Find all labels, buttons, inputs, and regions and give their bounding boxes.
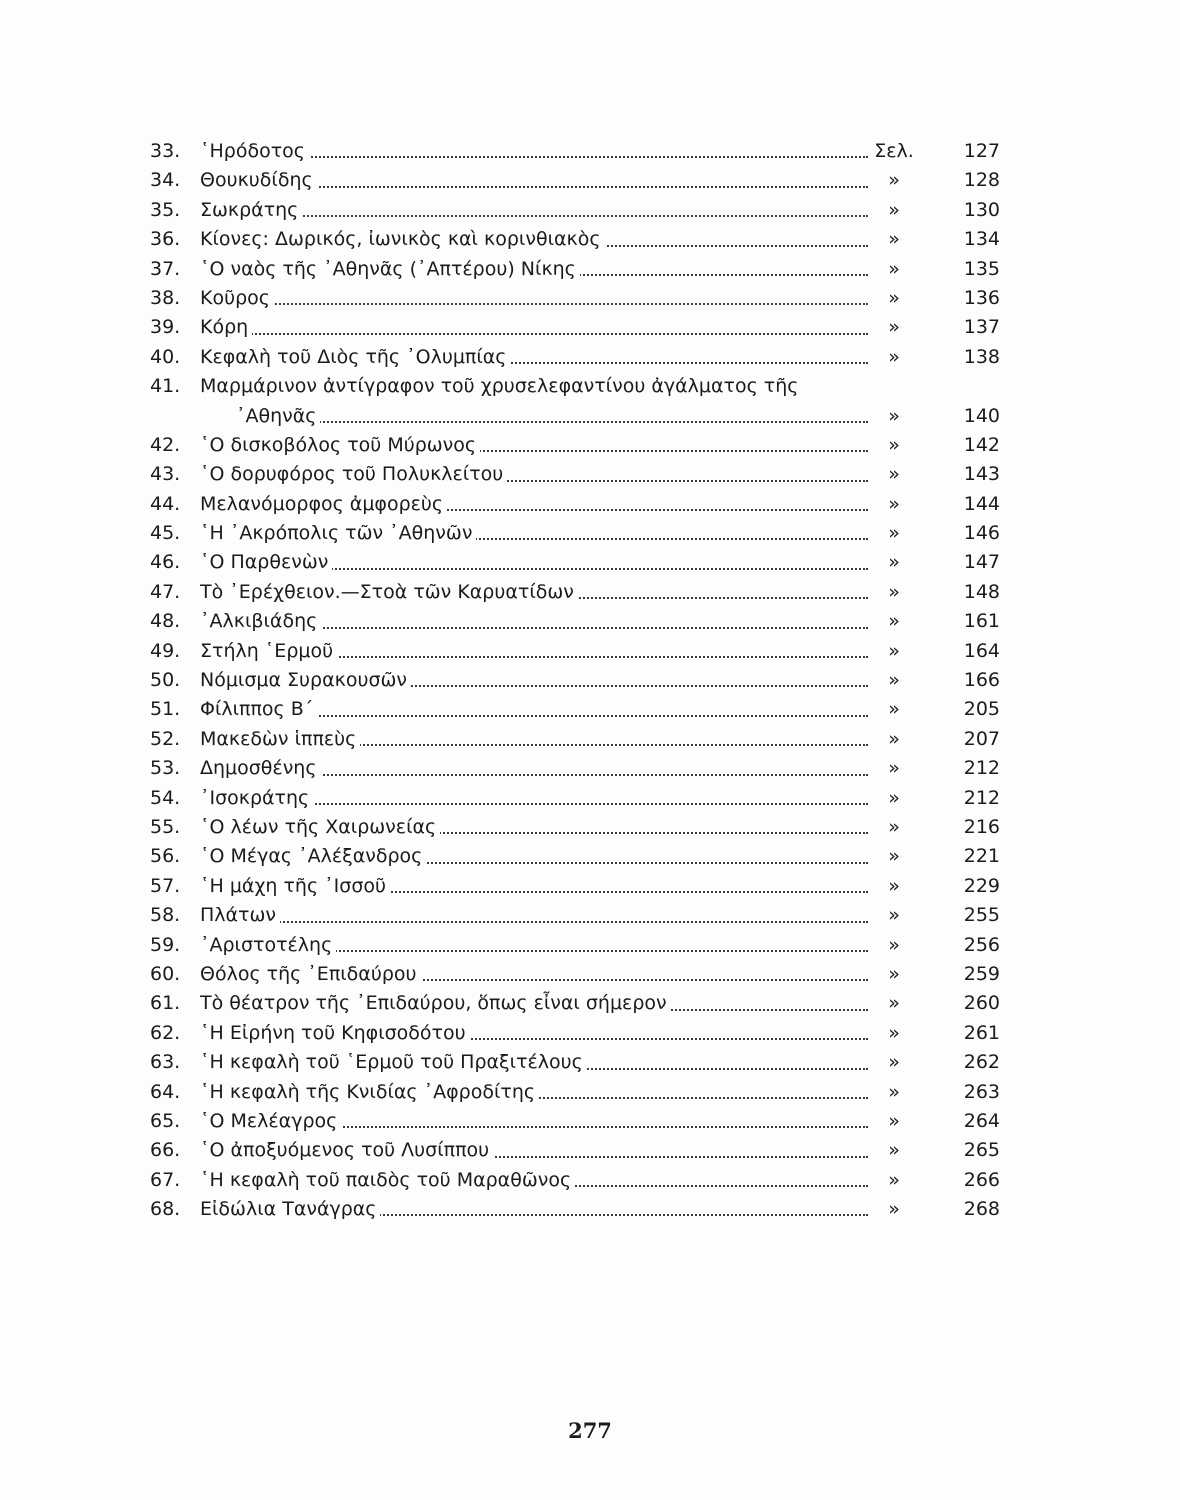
- toc-entry-page: 229: [963, 874, 1000, 897]
- toc-entry-page: 146: [963, 522, 1000, 545]
- toc-entry-page: 263: [963, 1080, 1000, 1103]
- toc-row: [150, 402, 1000, 431]
- toc-entry-ditto-mark: »: [888, 1080, 900, 1103]
- toc-entry-ditto-mark: »: [888, 404, 900, 427]
- toc-row: [150, 255, 1000, 284]
- toc-entry-title-leader: [200, 196, 868, 225]
- toc-row: [150, 607, 1000, 636]
- toc-entry-number: 68.: [150, 1198, 181, 1221]
- toc-entry-title: ῾Ο Μελέαγρος: [200, 1110, 341, 1132]
- toc-entry-title: Μαρμάρινον ἀντίγραφον τοῦ χρυσελεφαντίνου ἀγάλματος τῆς: [200, 375, 802, 397]
- toc-row: [150, 490, 1000, 519]
- toc-entry-title-leader: [200, 1166, 868, 1195]
- toc-row: [150, 1166, 1000, 1195]
- toc-entry-title: ῾Η ᾽Ακρόπολις τῶν ᾽Αθηνῶν: [200, 522, 476, 544]
- toc-entry-page: 143: [963, 463, 1000, 486]
- toc-entry-page: 161: [963, 610, 1000, 633]
- toc-entry-number: 55.: [150, 815, 181, 838]
- toc-entry-page: 260: [963, 992, 1000, 1015]
- toc-entry-page: 259: [963, 962, 1000, 985]
- toc-row: [150, 960, 1000, 989]
- toc-entry-title-leader: [200, 1078, 868, 1107]
- toc-entry-title-leader: [200, 460, 868, 489]
- toc-entry-number: 59.: [150, 933, 181, 956]
- toc-entry-title-leader: [200, 695, 868, 724]
- toc-entry-title: Κοῦρος: [200, 287, 274, 309]
- toc-row: [150, 431, 1000, 460]
- toc-entry-ditto-mark: »: [888, 757, 900, 780]
- toc-row: [150, 225, 1000, 254]
- toc-entry-title-leader: [200, 519, 868, 548]
- toc-entry-title: Θόλος τῆς ᾽Επιδαύρου: [200, 963, 421, 985]
- toc-entry-page: 205: [963, 698, 1000, 721]
- toc-entry-page: 164: [963, 639, 1000, 662]
- toc-entry-ditto-mark: »: [888, 815, 900, 838]
- toc-entry-page: 144: [963, 492, 1000, 515]
- toc-entry-title-leader: [200, 1048, 868, 1077]
- toc-entry-title: Κόρη: [200, 316, 252, 338]
- toc-entry-number: 47.: [150, 580, 181, 603]
- toc-entry-page: 268: [963, 1198, 1000, 1221]
- toc-entry-page: 128: [963, 169, 1000, 192]
- toc-entry-title: Μακεδὼν ἱππεὺς: [200, 728, 360, 750]
- toc-entry-ditto-mark: »: [888, 786, 900, 809]
- toc-entry-page: 207: [963, 727, 1000, 750]
- toc-entry-title: ᾽Αθηνᾶς: [236, 405, 320, 427]
- toc-entry-ditto-mark: »: [888, 1139, 900, 1162]
- toc-entry-page: 221: [963, 845, 1000, 868]
- toc-entry-title-leader: [200, 137, 868, 166]
- toc-entry-ditto-mark: »: [888, 522, 900, 545]
- toc-entry-title-leader: [200, 1019, 868, 1048]
- toc-entry-title-leader: [200, 372, 1000, 401]
- toc-entry-ditto-mark: »: [888, 316, 900, 339]
- toc-entry-page: 262: [963, 1051, 1000, 1074]
- toc-entry-title: Τὸ θέατρον τῆς ᾽Επιδαύρου, ὅπως εἶναι σήμερον: [200, 992, 671, 1014]
- toc-entry-title-leader: [200, 872, 868, 901]
- toc-row: [150, 695, 1000, 724]
- toc-entry-number: 50.: [150, 669, 181, 692]
- toc-row: [150, 872, 1000, 901]
- toc-entry-ditto-mark: »: [888, 992, 900, 1015]
- toc-row: [150, 1107, 1000, 1136]
- toc-entry-title-leader: [200, 989, 868, 1018]
- toc-entry-number: 54.: [150, 786, 181, 809]
- toc-entry-page: 127: [963, 140, 1000, 162]
- toc-entry-page: 148: [963, 580, 1000, 603]
- toc-entry-title-leader: [200, 1107, 868, 1136]
- toc-row: [150, 637, 1000, 666]
- toc-entry-title-leader: [200, 666, 868, 695]
- toc-entry-title: Τὸ ᾽Ερέχθειον.—Στοὰ τῶν Καρυατίδων: [200, 581, 578, 603]
- toc-entry-ditto-mark: »: [888, 551, 900, 574]
- toc-entry-title: ῾Η Εἰρήνη τοῦ Κηφισοδότου: [200, 1022, 470, 1044]
- toc-entry-page: 142: [963, 433, 1000, 456]
- toc-entry-title-leader: [200, 490, 868, 519]
- toc-entry-number: 67.: [150, 1168, 181, 1191]
- toc-entry-ditto-mark: »: [888, 669, 900, 692]
- toc-row: [150, 313, 1000, 342]
- toc-entry-number: 33.: [150, 140, 181, 162]
- toc-entry-title: Θουκυδίδης: [200, 169, 317, 191]
- toc-entry-title: ῾Η κεφαλὴ τοῦ παιδὸς τοῦ Μαραθῶνος: [200, 1169, 575, 1191]
- toc-row: [150, 989, 1000, 1018]
- toc-row: [150, 1136, 1000, 1165]
- toc-entry-number: 53.: [150, 757, 181, 780]
- toc-entry-page: 130: [963, 198, 1000, 221]
- toc-entry-page: 212: [963, 786, 1000, 809]
- toc-row: [150, 578, 1000, 607]
- toc-entry-ditto-mark: »: [888, 1021, 900, 1044]
- toc-entry-title: Στήλη ῾Ερμοῦ: [200, 640, 337, 662]
- toc-entry-ditto-mark: »: [888, 727, 900, 750]
- toc-entry-number: 61.: [150, 992, 181, 1015]
- toc-entry-number: 56.: [150, 845, 181, 868]
- toc-entry-title-leader: [200, 813, 868, 842]
- toc-entry-title: Δημοσθένης: [200, 757, 321, 779]
- toc-entry-number: 43.: [150, 463, 181, 486]
- toc-entry-number: 66.: [150, 1139, 181, 1162]
- toc-entry-number: 42.: [150, 433, 181, 456]
- toc-entry-page: 135: [963, 257, 1000, 280]
- toc-row: [150, 548, 1000, 577]
- toc-entry-title: Κεφαλὴ τοῦ Διὸς τῆς ᾽Ολυμπίας: [200, 346, 510, 368]
- toc-entry-page: 261: [963, 1021, 1000, 1044]
- toc-entry-ditto-mark: »: [888, 1109, 900, 1132]
- toc-entry-title: Σωκράτης: [200, 199, 302, 221]
- toc-entry-number: 64.: [150, 1080, 181, 1103]
- toc-row: [150, 460, 1000, 489]
- toc-entry-number: 58.: [150, 904, 181, 927]
- toc-entry-title-leader: [200, 313, 868, 342]
- toc-entry-ditto-mark: »: [888, 1051, 900, 1074]
- toc-entry-number: 37.: [150, 257, 181, 280]
- toc-entry-title-leader: [200, 842, 868, 871]
- toc-entry-number: 51.: [150, 698, 181, 721]
- toc-entry-title-leader: [200, 166, 868, 195]
- toc-entry-ditto-mark: »: [888, 610, 900, 633]
- toc-entry-ditto-mark: »: [888, 198, 900, 221]
- toc-entry-page: 137: [963, 316, 1000, 339]
- toc-entry-page: 147: [963, 551, 1000, 574]
- toc-entry-ditto-mark: »: [888, 169, 900, 192]
- toc-entry-ditto-mark: »: [888, 257, 900, 280]
- toc-entry-title-leader: [200, 1195, 868, 1224]
- toc-row: [150, 519, 1000, 548]
- toc-entry-title-leader: [200, 725, 868, 754]
- toc-entry-title: Μελανόμορφος ἀμφορεὺς: [200, 493, 447, 515]
- toc-entry-page: 212: [963, 757, 1000, 780]
- toc-row: [150, 196, 1000, 225]
- toc-entry-page: 264: [963, 1109, 1000, 1132]
- toc-entry-number: 60.: [150, 962, 181, 985]
- toc-entry-page: 166: [963, 669, 1000, 692]
- table-of-contents: [150, 137, 1000, 1224]
- toc-entry-number: 46.: [150, 551, 181, 574]
- toc-entry-page: 136: [963, 286, 1000, 309]
- toc-entry-title: ῾Ο ναὸς τῆς ᾽Αθηνᾶς (᾽Απτέρου) Νίκης: [200, 258, 580, 280]
- toc-entry-number: 40.: [150, 345, 181, 368]
- toc-entry-number: 35.: [150, 198, 181, 221]
- toc-entry-title: Πλάτων: [200, 904, 280, 926]
- toc-row: [150, 784, 1000, 813]
- toc-entry-page: 134: [963, 228, 1000, 251]
- page-number: 277: [568, 1418, 612, 1443]
- toc-entry-number: 36.: [150, 228, 181, 251]
- toc-entry-ditto-mark: Σελ.: [874, 140, 914, 162]
- toc-row: [150, 1078, 1000, 1107]
- toc-entry-title-leader: [200, 548, 868, 577]
- toc-entry-title: ῾Η κεφαλὴ τοῦ ῾Ερμοῦ τοῦ Πραξιτέλους: [200, 1051, 587, 1073]
- toc-row: [150, 1195, 1000, 1224]
- toc-entry-title-leader: [200, 754, 868, 783]
- toc-entry-title: Κίονες: Δωρικός, ἰωνικὸς καὶ κορινθιακὸς: [200, 228, 605, 250]
- toc-entry-number: 39.: [150, 316, 181, 339]
- toc-entry-title-leader: [200, 578, 868, 607]
- toc-entry-title: Φίλιππος Β΄: [200, 698, 317, 720]
- toc-row: [150, 725, 1000, 754]
- toc-entry-page: 255: [963, 904, 1000, 927]
- toc-entry-title-leader: [236, 402, 868, 431]
- toc-entry-number: 63.: [150, 1051, 181, 1074]
- toc-entry-ditto-mark: »: [888, 345, 900, 368]
- toc-entry-title-leader: [200, 1136, 868, 1165]
- toc-entry-page: 140: [963, 404, 1000, 427]
- toc-entry-number: 34.: [150, 169, 181, 192]
- toc-entry-number: 52.: [150, 727, 181, 750]
- toc-entry-page: 138: [963, 345, 1000, 368]
- toc-entry-title: ῾Ο Μέγας ᾽Αλέξανδρος: [200, 845, 426, 867]
- toc-entry-title-leader: [200, 431, 868, 460]
- toc-entry-number: 44.: [150, 492, 181, 515]
- toc-entry-page: 265: [963, 1139, 1000, 1162]
- toc-entry-ditto-mark: »: [888, 933, 900, 956]
- toc-row: [150, 372, 1000, 401]
- toc-entry-number: 65.: [150, 1109, 181, 1132]
- toc-entry-number: 38.: [150, 286, 181, 309]
- toc-entry-title-leader: [200, 901, 868, 930]
- toc-entry-title: Εἰδώλια Τανάγρας: [200, 1198, 380, 1220]
- toc-entry-page: 266: [963, 1168, 1000, 1191]
- toc-entry-page: 216: [963, 815, 1000, 838]
- toc-entry-ditto-mark: »: [888, 228, 900, 251]
- toc-entry-ditto-mark: »: [888, 639, 900, 662]
- toc-row: [150, 1019, 1000, 1048]
- toc-row: [150, 343, 1000, 372]
- toc-entry-ditto-mark: »: [888, 580, 900, 603]
- toc-entry-number: 41.: [150, 375, 181, 398]
- toc-entry-ditto-mark: »: [888, 433, 900, 456]
- toc-entry-title: ῾Ηρόδοτος: [200, 140, 309, 162]
- toc-entry-title-leader: [200, 784, 868, 813]
- toc-entry-ditto-mark: »: [888, 845, 900, 868]
- toc-row: [150, 813, 1000, 842]
- toc-entry-ditto-mark: »: [888, 492, 900, 515]
- toc-entry-title: ῾Η μάχη τῆς ᾽Ισσοῦ: [200, 875, 390, 897]
- toc-row: [150, 931, 1000, 960]
- toc-entry-title: ῾Ο Παρθενὼν: [200, 551, 332, 573]
- toc-entry-title: ῾Ο δορυφόρος τοῦ Πολυκλείτου: [200, 463, 507, 485]
- toc-entry-title-leader: [200, 255, 868, 284]
- toc-row: [150, 284, 1000, 313]
- toc-row: [150, 166, 1000, 195]
- toc-entry-number: 62.: [150, 1021, 181, 1044]
- toc-row: [150, 842, 1000, 871]
- toc-entry-title: ῾Η κεφαλὴ τῆς Κνιδίας ᾽Αφροδίτης: [200, 1081, 539, 1103]
- toc-entry-title: ᾽Ισοκράτης: [200, 787, 313, 809]
- toc-entry-ditto-mark: »: [888, 286, 900, 309]
- toc-row: [150, 666, 1000, 695]
- toc-entry-ditto-mark: »: [888, 463, 900, 486]
- toc-entry-title-leader: [200, 931, 868, 960]
- toc-entry-number: 48.: [150, 610, 181, 633]
- toc-entry-title-leader: [200, 343, 868, 372]
- toc-row: [150, 1048, 1000, 1077]
- toc-entry-title-leader: [200, 960, 868, 989]
- toc-entry-number: 45.: [150, 522, 181, 545]
- toc-entry-ditto-mark: »: [888, 698, 900, 721]
- toc-entry-ditto-mark: »: [888, 1198, 900, 1221]
- toc-row: [150, 754, 1000, 783]
- toc-entry-title: ᾽Αριστοτέλης: [200, 934, 336, 956]
- toc-entry-page: 256: [963, 933, 1000, 956]
- toc-entry-ditto-mark: »: [888, 874, 900, 897]
- toc-entry-number: 49.: [150, 639, 181, 662]
- toc-row: [150, 901, 1000, 930]
- toc-entry-number: 57.: [150, 874, 181, 897]
- toc-entry-title-leader: [200, 637, 868, 666]
- toc-entry-ditto-mark: »: [888, 1168, 900, 1191]
- toc-entry-title: ῾Ο λέων τῆς Χαιρωνείας: [200, 816, 440, 838]
- toc-entry-title: Νόμισμα Συρακουσῶν: [200, 669, 411, 691]
- toc-entry-title: ῾Ο δισκοβόλος τοῦ Μύρωνος: [200, 434, 480, 456]
- toc-entry-title-leader: [200, 284, 868, 313]
- toc-entry-title-leader: [200, 607, 868, 636]
- toc-entry-ditto-mark: »: [888, 962, 900, 985]
- toc-entry-title-leader: [200, 225, 868, 254]
- toc-entry-title: ᾽Αλκιβιάδης: [200, 610, 321, 632]
- toc-row: [150, 137, 1000, 166]
- toc-entry-ditto-mark: »: [888, 904, 900, 927]
- toc-entry-title: ῾Ο ἀποξυόμενος τοῦ Λυσίππου: [200, 1139, 493, 1161]
